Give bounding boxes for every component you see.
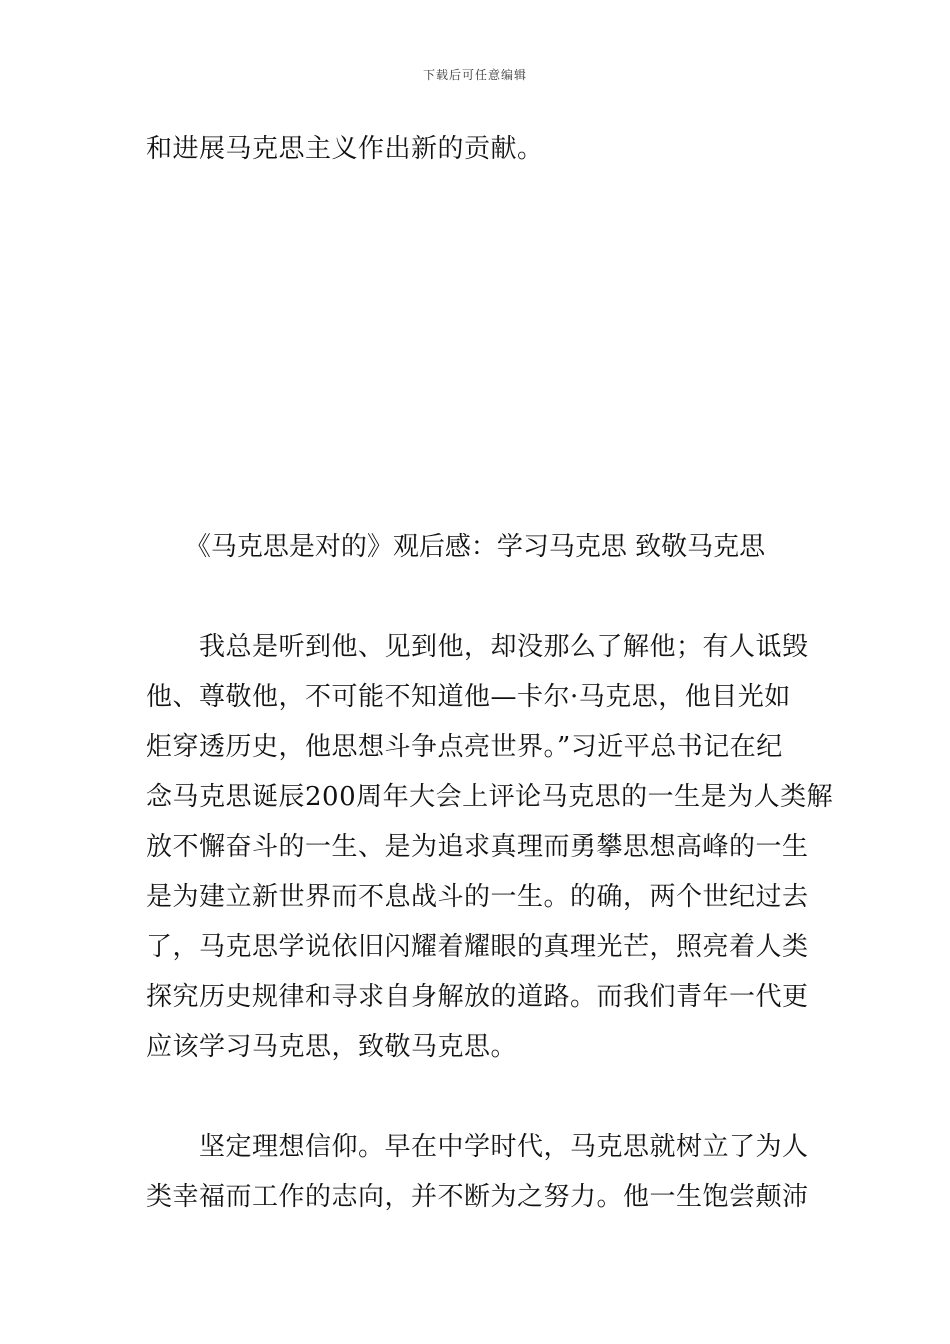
page-header: 下载后可任意编辑 <box>422 68 527 82</box>
paragraph-line: 了，马克思学说依旧闪耀着耀眼的真理光芒，照亮着人类 <box>146 932 809 962</box>
paragraph-line: 他、尊敬他，不可能不知道他—卡尔·马克思，他目光如 <box>146 682 791 712</box>
article-title: 《马克思是对的》观后感：学习马克思 致敬马克思 <box>184 532 766 562</box>
paragraph-line: 应该学习马克思，致敬马克思。 <box>146 1032 518 1062</box>
paragraph-line: 炬穿透历史，他思想斗争点亮世界。”习近平总书记在纪 <box>146 732 783 762</box>
paragraph-line: 是为建立新世界而不息战斗的一生。的确，两个世纪过去 <box>146 882 809 912</box>
paragraph-line: 类幸福而工作的志向，并不断为之努力。他一生饱尝颠沛 <box>146 1182 809 1212</box>
carryover-text: 和进展马克思主义作出新的贡献。 <box>146 134 544 164</box>
paragraph-line: 坚定理想信仰。早在中学时代，马克思就树立了为人 <box>146 1132 809 1162</box>
paragraph-line: 我总是听到他、见到他，却没那么了解他；有人诋毁 <box>146 632 809 662</box>
paragraph-line: 念马克思诞辰200周年大会上评论马克思的一生是为人类解 <box>146 782 834 812</box>
paragraph-line: 探究历史规律和寻求自身解放的道路。而我们青年一代更 <box>146 982 809 1012</box>
paragraph-line: 放不懈奋斗的一生、是为追求真理而勇攀思想高峰的一生 <box>146 832 809 862</box>
